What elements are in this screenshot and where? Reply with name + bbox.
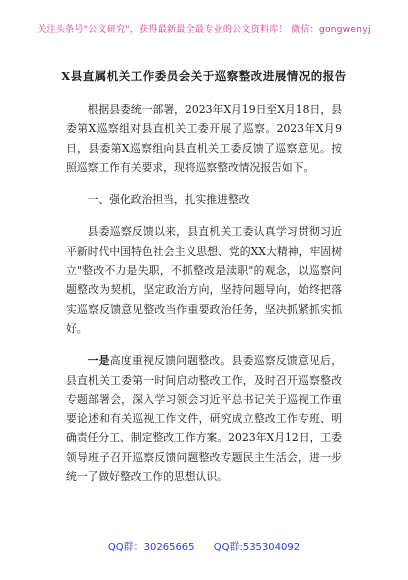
- footer-qq-group-2[interactable]: QQ群:535304092: [213, 542, 301, 553]
- footer-qq-group-1[interactable]: QQ群：30265665: [107, 542, 195, 553]
- header-banner: 关注头条号"公文研究"，获得最新最全最专业的公文资料库！ 微信：gongwenyj: [37, 25, 371, 35]
- footer: [0, 538, 408, 553]
- document-title: X县直属机关工作委员会关于巡察整改进展情况的报告: [61, 69, 347, 83]
- document-body: [66, 100, 342, 486]
- intro-paragraph: 根据县委统一部署，2023年X月19日至X月18日，县委第X巡察组对县直机关工委开展了巡察。2023年X月9日，县委第X巡察组向县直机关工委反馈了巡察意见。按照巡察工作有关要求，现将巡察整改情况报告如下。: [66, 103, 342, 174]
- section-paragraph: 县委巡察反馈以来，县直机关工委认真学习贯彻习近平新时代中国特色社会主义思想、党的XX大精神，牢固树立"整改不力是失职，不抓整改是渎职"的观念，以巡察问题整改为契机，坚定政治方向，坚持问题导向，始终把落实巡察反馈意见整改当作重要政治任务，坚决抓紧抓实抓好。: [66, 225, 342, 335]
- item-paragraph: [66, 351, 342, 486]
- item-text: 高度重视反馈问题整改。县委巡察反馈意见后，县直机关工委第一时间启动整改工作，及时召开巡察整改专题部署会，深入学习领会习近平总书记关于巡视工作重要论述和有关巡视工作文件，研究成立整改工作专班、明确责任分工、制定整改工作方案。2023年X月12日，工委领导班子召开巡察反馈问题整改专题民主生活会，进一步统一了做好整改工作的思想认识。: [66, 354, 343, 484]
- section-heading: 一、强化政治担当，扎实推进整改: [87, 193, 250, 207]
- item-lead: 一是: [87, 354, 110, 368]
